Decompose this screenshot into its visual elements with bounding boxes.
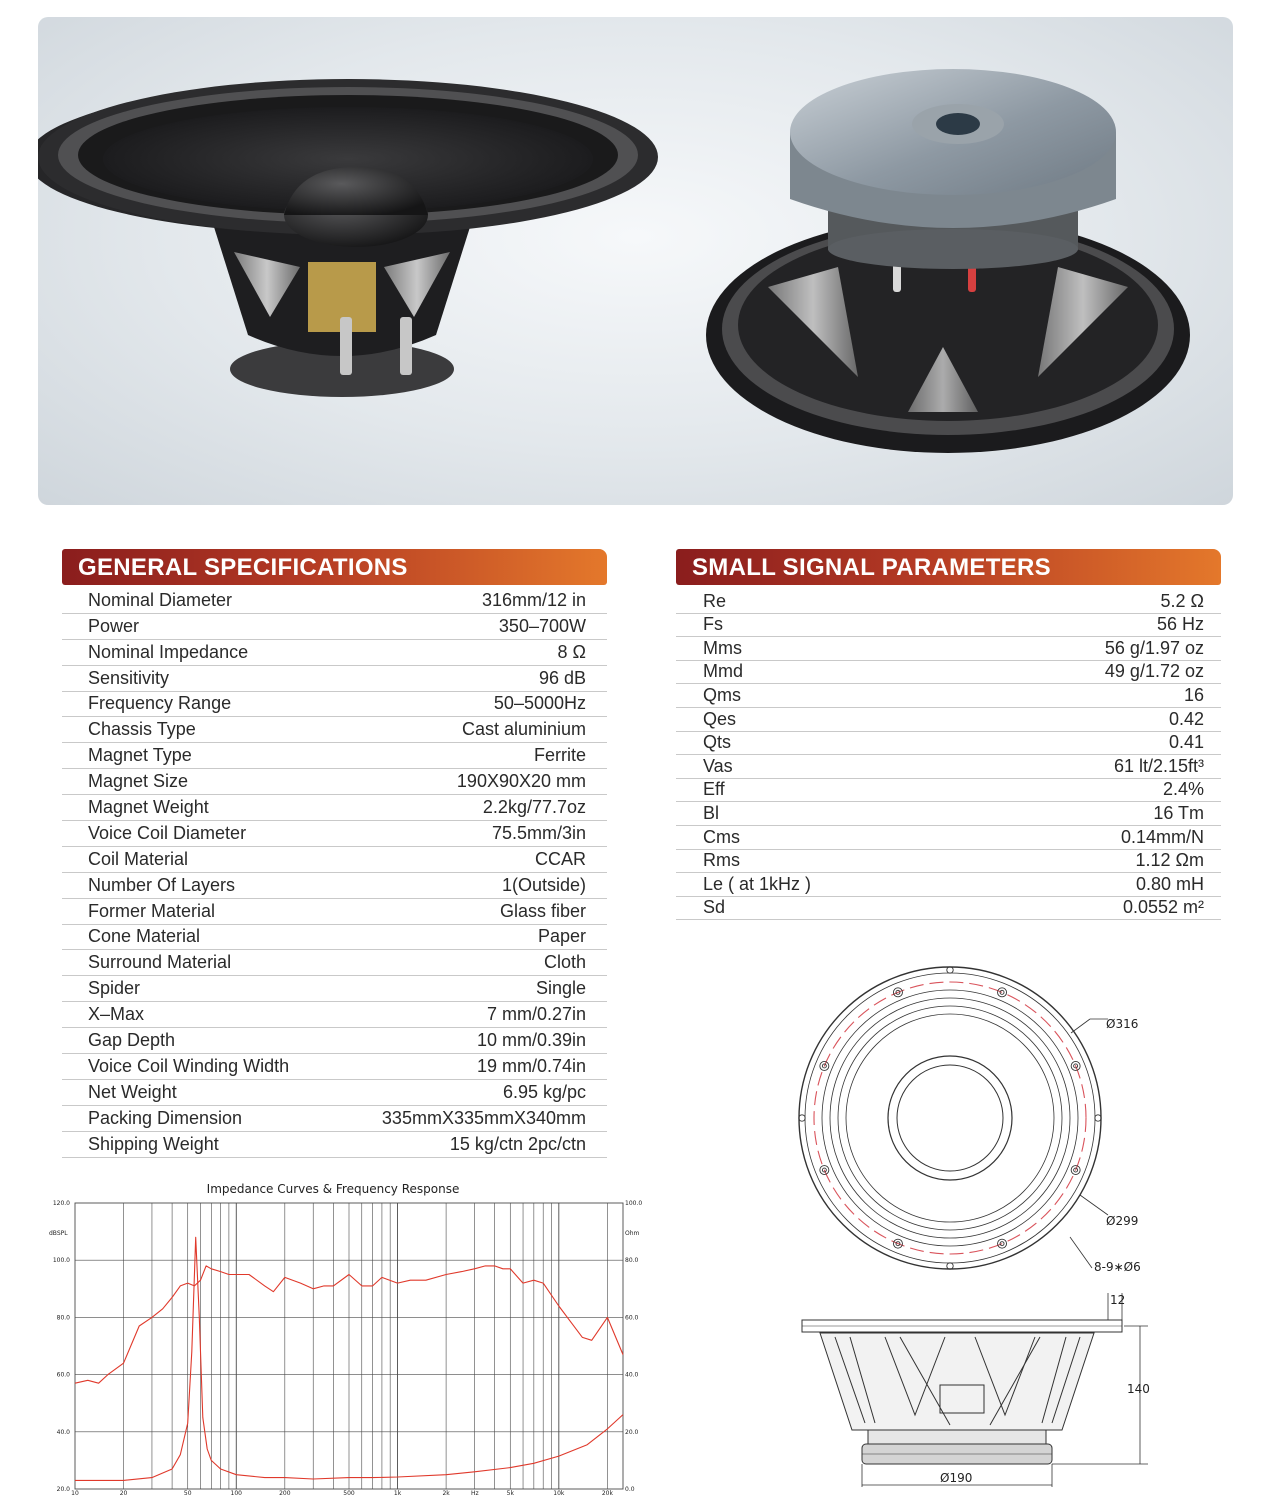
spec-value: 2.2kg/77.7oz bbox=[482, 797, 586, 818]
spec-value: 1(Outside) bbox=[501, 874, 586, 895]
rim-hole bbox=[799, 1115, 805, 1121]
spec-label: Voice Coil Winding Width bbox=[88, 1055, 290, 1076]
magnet-diameter-label: Ø190 bbox=[940, 1471, 973, 1485]
x-tick-label: 10 bbox=[71, 1490, 79, 1497]
table-row bbox=[62, 743, 607, 769]
table-row bbox=[62, 614, 607, 640]
table-row bbox=[62, 1002, 607, 1028]
x-tick-label: 20k bbox=[601, 1490, 613, 1497]
table-row bbox=[676, 684, 1221, 708]
spec-label: Chassis Type bbox=[88, 719, 196, 740]
table-row bbox=[62, 899, 607, 925]
speaker-photos bbox=[38, 17, 1233, 505]
spec-value: Ferrite bbox=[533, 745, 586, 766]
spec-value: Cloth bbox=[543, 952, 586, 973]
small-signal-parameters-header: SMALL SIGNAL PARAMETERS bbox=[676, 549, 1221, 585]
y-tick-label: 20.0 bbox=[56, 1486, 70, 1493]
spec-label: Frequency Range bbox=[88, 693, 232, 714]
param-value: 56 Hz bbox=[1156, 614, 1204, 635]
spec-label: Nominal Diameter bbox=[88, 589, 233, 610]
small-signal-parameters-table bbox=[676, 590, 1221, 920]
x-tick-label: 2k bbox=[442, 1490, 450, 1497]
table-row bbox=[676, 897, 1221, 921]
table-row bbox=[62, 1054, 607, 1080]
spec-label: Gap Depth bbox=[88, 1030, 176, 1051]
bolt-circle-label: Ø299 bbox=[1106, 1214, 1139, 1228]
spec-label: Packing Dimension bbox=[88, 1107, 243, 1128]
param-value: 2.4% bbox=[1162, 779, 1204, 800]
spec-label: Former Material bbox=[88, 900, 216, 921]
param-label: Vas bbox=[703, 755, 733, 776]
table-row bbox=[62, 795, 607, 821]
hero-photo-band bbox=[38, 17, 1233, 505]
table-row bbox=[676, 873, 1221, 897]
y-tick-label: 80.0 bbox=[56, 1314, 70, 1322]
param-label: Cms bbox=[703, 826, 740, 847]
table-row bbox=[676, 850, 1221, 874]
x-tick-label: 1k bbox=[393, 1490, 402, 1497]
table-row bbox=[62, 976, 607, 1002]
x-tick-label: 500 bbox=[343, 1490, 355, 1497]
param-label: Qms bbox=[703, 684, 741, 705]
x-unit-label: Hz bbox=[471, 1490, 479, 1497]
table-row bbox=[62, 692, 607, 718]
spec-label: Spider bbox=[88, 978, 141, 999]
x-tick-label: 50 bbox=[183, 1490, 192, 1497]
spec-value: 350–700W bbox=[498, 615, 586, 636]
table-row bbox=[676, 755, 1221, 779]
y-axis-label: dBSPL bbox=[49, 1230, 68, 1237]
param-value: 1.12 Ωm bbox=[1135, 850, 1204, 871]
table-row bbox=[62, 1080, 607, 1106]
param-label: Mmd bbox=[703, 661, 743, 682]
param-label: Fs bbox=[703, 614, 723, 635]
chart-grid bbox=[75, 1203, 623, 1489]
speaker-technical-drawing bbox=[790, 955, 1150, 1500]
param-value: 0.14mm/N bbox=[1120, 826, 1204, 847]
spec-value: 316mm/12 in bbox=[481, 589, 586, 610]
param-label: Le ( at 1kHz ) bbox=[703, 873, 812, 894]
table-row bbox=[676, 732, 1221, 756]
spec-label: Shipping Weight bbox=[88, 1133, 219, 1154]
table-row bbox=[62, 847, 607, 873]
spec-value: Single bbox=[535, 978, 586, 999]
table-row bbox=[62, 640, 607, 666]
general-specifications-table bbox=[62, 588, 607, 1158]
param-value: 16 Tm bbox=[1153, 802, 1204, 823]
table-row bbox=[62, 588, 607, 614]
param-value: 0.42 bbox=[1168, 708, 1204, 729]
table-row bbox=[676, 661, 1221, 685]
spec-label: Surround Material bbox=[88, 952, 232, 973]
spec-label: Coil Material bbox=[88, 848, 189, 869]
speaker-front-view bbox=[38, 79, 658, 397]
x-tick-label: 10k bbox=[553, 1490, 565, 1497]
spec-value: 15 kg/ctn 2pc/ctn bbox=[449, 1133, 586, 1154]
spec-value: 8 Ω bbox=[557, 641, 586, 662]
spec-value: 10 mm/0.39in bbox=[476, 1030, 586, 1051]
chart-title: Impedance Curves & Frequency Response bbox=[206, 1182, 460, 1196]
table-row bbox=[676, 637, 1221, 661]
spec-label: Magnet Size bbox=[88, 771, 189, 792]
table-row bbox=[62, 769, 607, 795]
spec-value: Paper bbox=[537, 926, 586, 947]
side-view-drawing bbox=[802, 1320, 1122, 1464]
depth-label: 140 bbox=[1127, 1382, 1150, 1396]
spec-value: 7 mm/0.27in bbox=[486, 1004, 586, 1025]
table-row bbox=[676, 779, 1221, 803]
spec-label: Magnet Type bbox=[88, 745, 192, 766]
front-view-drawing bbox=[799, 967, 1101, 1269]
y-tick-label: 100.0 bbox=[52, 1257, 70, 1265]
spec-label: Number Of Layers bbox=[88, 874, 236, 895]
spec-value: 96 dB bbox=[538, 667, 586, 688]
spec-value: Glass fiber bbox=[499, 900, 586, 921]
table-row bbox=[62, 1132, 607, 1158]
chart-ticks bbox=[53, 1200, 643, 1497]
x-tick-label: 100 bbox=[230, 1490, 243, 1497]
spec-value: 19 mm/0.74in bbox=[476, 1055, 586, 1076]
y2-tick-label: 40.0 bbox=[625, 1371, 639, 1379]
x-tick-label: 5k bbox=[506, 1490, 514, 1497]
outer-diameter-label: Ø316 bbox=[1106, 1017, 1139, 1031]
speaker-rear-view bbox=[706, 69, 1190, 453]
y-tick-label: 40.0 bbox=[56, 1428, 70, 1436]
impedance-frequency-chart bbox=[44, 1178, 644, 1500]
table-row bbox=[62, 717, 607, 743]
table-row bbox=[62, 821, 607, 847]
x-tick-label: 200 bbox=[279, 1490, 291, 1497]
table-row bbox=[62, 873, 607, 899]
rim-hole bbox=[947, 1263, 953, 1269]
spec-label: Sensitivity bbox=[88, 667, 170, 688]
param-value: 56 g/1.97 oz bbox=[1104, 637, 1204, 658]
general-specifications-header: GENERAL SPECIFICATIONS bbox=[62, 549, 607, 585]
table-row bbox=[676, 590, 1221, 614]
spec-value: 75.5mm/3in bbox=[491, 822, 586, 843]
spec-value: Cast aluminium bbox=[461, 719, 586, 740]
spec-value: 50–5000Hz bbox=[493, 693, 586, 714]
table-row bbox=[676, 708, 1221, 732]
param-label: Mms bbox=[703, 637, 742, 658]
table-row bbox=[676, 614, 1221, 638]
x-tick-label: 20 bbox=[119, 1490, 128, 1497]
param-value: 49 g/1.72 oz bbox=[1104, 661, 1204, 682]
y2-tick-label: 80.0 bbox=[625, 1257, 639, 1265]
param-label: Bl bbox=[703, 802, 720, 823]
table-row bbox=[62, 666, 607, 692]
param-label: Rms bbox=[703, 850, 740, 871]
param-value: 0.41 bbox=[1168, 732, 1204, 753]
param-value: 16 bbox=[1183, 684, 1204, 705]
table-row bbox=[62, 1028, 607, 1054]
param-value: 61 lt/2.15ft³ bbox=[1113, 755, 1204, 776]
mounting-hole bbox=[998, 988, 1007, 997]
table-row bbox=[676, 826, 1221, 850]
param-label: Sd bbox=[703, 897, 726, 918]
table-row bbox=[62, 925, 607, 951]
rim-hole bbox=[1095, 1115, 1101, 1121]
y2-tick-label: 60.0 bbox=[625, 1314, 639, 1322]
y2-tick-label: 0.0 bbox=[625, 1486, 635, 1493]
param-value: 5.2 Ω bbox=[1160, 590, 1204, 611]
y2-tick-label: 20.0 bbox=[625, 1428, 639, 1436]
param-value: 0.0552 m² bbox=[1122, 897, 1204, 918]
flange-thickness-label: 12 bbox=[1110, 1293, 1126, 1307]
param-label: Qes bbox=[703, 708, 737, 729]
spec-label: Cone Material bbox=[88, 926, 201, 947]
param-label: Re bbox=[703, 590, 727, 611]
spec-label: Net Weight bbox=[88, 1081, 177, 1102]
spec-label: X–Max bbox=[88, 1004, 145, 1025]
param-label: Qts bbox=[703, 732, 732, 753]
spec-value: 6.95 kg/pc bbox=[502, 1081, 586, 1102]
spec-value: 190X90X20 mm bbox=[456, 771, 586, 792]
table-row bbox=[676, 802, 1221, 826]
spec-label: Voice Coil Diameter bbox=[88, 822, 247, 843]
spec-value: CCAR bbox=[534, 848, 586, 869]
mounting-holes-label: 8-9∗Ø6 bbox=[1094, 1260, 1141, 1274]
spec-label: Nominal Impedance bbox=[88, 641, 249, 662]
spec-label: Magnet Weight bbox=[88, 797, 209, 818]
rim-hole bbox=[947, 967, 953, 973]
y-tick-label: 60.0 bbox=[56, 1371, 70, 1379]
y2-axis-label: Ohm bbox=[625, 1230, 640, 1237]
spec-label: Power bbox=[88, 615, 140, 636]
spec-value: 335mmX335mmX340mm bbox=[381, 1107, 586, 1128]
y-tick-label: 120.0 bbox=[52, 1200, 70, 1207]
y2-tick-label: 100.0 bbox=[625, 1200, 643, 1207]
table-row bbox=[62, 1106, 607, 1132]
param-label: Eff bbox=[703, 779, 725, 800]
param-value: 0.80 mH bbox=[1135, 873, 1204, 894]
table-row bbox=[62, 950, 607, 976]
